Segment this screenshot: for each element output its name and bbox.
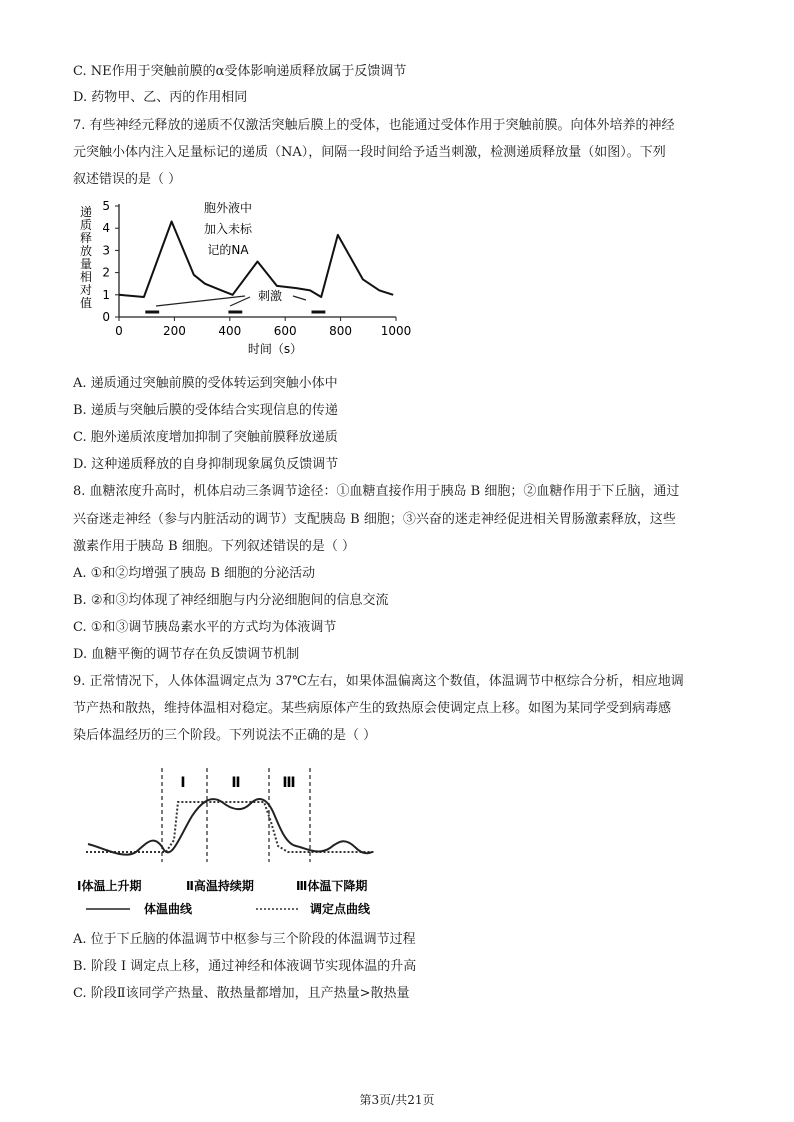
option-7d: D. 这种递质释放的自身抑制现象属负反馈调节 xyxy=(73,457,339,472)
x-tick-label: 800 xyxy=(329,324,353,338)
stimulus-pointer-3 xyxy=(293,296,306,300)
y-ticks xyxy=(102,199,119,324)
question-9-line-1: 9. 正常情况下，人体体温调定点为 37℃左右，如果体温偏离这个数值，体温调节中枢综合分析，相应地调 xyxy=(73,674,684,689)
y-tick-label: 0 xyxy=(102,310,110,324)
y-axis-label-char: 递 xyxy=(79,205,93,219)
stimulus-pointer-2 xyxy=(230,297,250,306)
y-tick-label: 3 xyxy=(102,243,110,258)
option-8a: A. ①和②均增强了胰岛 B 细胞的分泌活动 xyxy=(73,566,316,581)
x-tick-label: 200 xyxy=(162,324,186,338)
annotation-box-line-3: 记的NA xyxy=(207,243,249,257)
y-axis-label-char: 释 xyxy=(79,231,93,245)
y-axis-label-char: 值 xyxy=(79,296,93,310)
legend-phase-1: Ⅰ体温上升期 xyxy=(77,879,142,893)
release-line xyxy=(119,222,393,298)
option-6c: C. NE作用于突触前膜的α受体影响递质释放属于反馈调节 xyxy=(73,64,407,79)
question-9-line-2: 节产热和散热，维持体温相对稳定。某些病原体产生的致热原会使调定点上移。如图为某同学受到病毒感 xyxy=(73,701,672,716)
question-7-line-2: 元突触小体内注入足量标记的递质（NA），间隔一段时间给予适当刺激，检测递质释放量（如图）。下列 xyxy=(73,145,666,160)
y-axis-label-char: 对 xyxy=(79,283,93,297)
y-tick-label: 5 xyxy=(102,199,110,213)
page-footer: 第3页/共21页 xyxy=(359,1093,435,1107)
legend-setpoint-label: 调定点曲线 xyxy=(310,902,371,916)
question-8-line-2: 兴奋迷走神经（参与内脏活动的调节）支配胰岛 B 细胞；③兴奋的迷走神经促进相关胃肠激素释放，这些 xyxy=(73,512,676,527)
temperature-chart xyxy=(74,760,394,922)
y-axis-label-char: 相 xyxy=(79,270,93,284)
legend-phase-3: Ⅲ体温下降期 xyxy=(296,879,368,893)
x-tick-label: 0 xyxy=(115,324,123,338)
option-7c: C. 胞外递质浓度增加抑制了突触前膜释放递质 xyxy=(73,430,338,445)
annotation-stimulus: 刺激 xyxy=(257,289,283,303)
question-7-line-1: 7. 有些神经元释放的递质不仅激活突触后膜上的受体，也能通过受体作用于突触前膜。向体外培养的神经 xyxy=(73,118,675,133)
x-axis-label: 时间（s） xyxy=(247,342,303,356)
option-9b: B. 阶段 I 调定点上移，通过神经和体液调节实现体温的升高 xyxy=(73,959,417,974)
y-tick-label: 2 xyxy=(102,265,110,280)
y-tick-label: 1 xyxy=(102,287,110,302)
question-9-line-3: 染后体温经历的三个阶段。下列说法不正确的是（ ） xyxy=(73,728,377,743)
legend-phase-2: Ⅱ高温持续期 xyxy=(186,879,254,893)
annotation-box-line-2: 加入未标 xyxy=(203,222,253,236)
temperature-curve xyxy=(88,799,372,855)
stimulus-pointer-1 xyxy=(156,296,245,306)
option-8b: B. ②和③均体现了神经细胞与内分泌细胞间的信息交流 xyxy=(73,593,389,608)
x-tick-label: 600 xyxy=(273,324,297,338)
question-8-line-3: 激素作用于胰岛 B 细胞。下列叙述错误的是（ ） xyxy=(73,539,355,554)
phase-label-3: Ⅲ xyxy=(282,775,296,791)
release-series xyxy=(119,222,393,298)
option-9a: A. 位于下丘脑的体温调节中枢参与三个阶段的体温调节过程 xyxy=(73,932,416,947)
y-axis-label-char: 量 xyxy=(79,257,93,271)
y-axis-label-char: 放 xyxy=(79,244,93,258)
setpoint-curve xyxy=(86,802,374,852)
question-7-line-3: 叙述错误的是（ ） xyxy=(73,172,182,187)
annotation-box-line-1: 胞外液中 xyxy=(203,201,253,215)
phase-label-1: Ⅰ xyxy=(180,775,186,791)
x-ticks xyxy=(115,317,411,338)
legend-temperature-label: 体温曲线 xyxy=(144,902,193,916)
x-tick-label: 400 xyxy=(218,324,242,338)
x-tick-label: 1000 xyxy=(380,324,412,338)
option-7a: A. 递质通过突触前膜的受体转运到突触小体中 xyxy=(73,376,338,391)
y-axis-label xyxy=(80,205,92,310)
y-axis-label-char: 质 xyxy=(79,218,93,232)
option-6d: D. 药物甲、乙、丙的作用相同 xyxy=(73,90,248,105)
y-tick-label: 4 xyxy=(102,221,110,236)
phase-label-2: Ⅱ xyxy=(231,775,241,791)
option-9c: C. 阶段Ⅱ该同学产热量、散热量都增加，且产热量>散热量 xyxy=(73,986,410,1001)
option-7b: B. 递质与突触后膜的受体结合实现信息的传递 xyxy=(73,403,338,418)
release-chart xyxy=(70,196,430,364)
option-8c: C. ①和③调节胰岛素水平的方式均为体液调节 xyxy=(73,620,337,635)
question-8-line-1: 8. 血糖浓度升高时，机体启动三条调节途径：①血糖直接作用于胰岛 B 细胞；②血糖作用于下丘脑，通过 xyxy=(73,484,680,499)
option-8d: D. 血糖平衡的调节存在负反馈调节机制 xyxy=(73,647,300,662)
